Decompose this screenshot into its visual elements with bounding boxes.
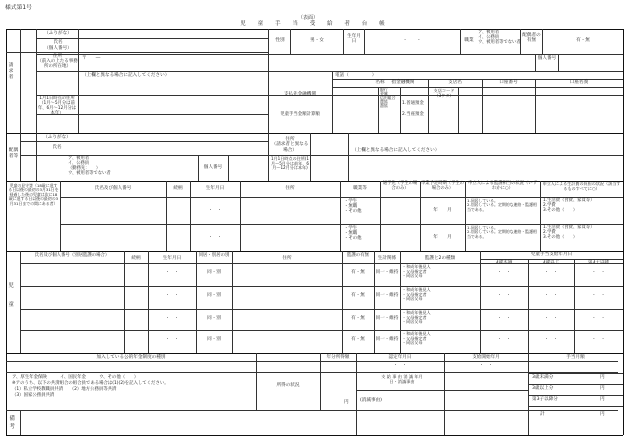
bank-col-institution: 指金融機関 [391, 80, 415, 85]
amount-under3-yen: 円 [600, 375, 605, 380]
claimant-section-label: 請求者 [7, 62, 13, 80]
postal-code[interactable]: 〒 ― [82, 56, 101, 61]
child-a-col-address: 住所 [285, 186, 295, 191]
child-b-type-option[interactable]: ・和成年後見人 [402, 287, 431, 292]
pay-start-header: 支給開始年月 [472, 355, 500, 360]
pay-institution-label: 支払先金融機関 [283, 92, 317, 97]
child-b-third-date[interactable]: ・ ・ [591, 270, 606, 275]
child-b-under3-date[interactable]: ・ ・ [497, 316, 511, 321]
child-a-col-care: 申立人による監護相当の状況（いずれかに○） [468, 181, 537, 191]
child-a2-cost-options[interactable]: 1.生活費（食費、家賃等） 2.学費 3.その他（ ） [543, 225, 595, 240]
child-b-living[interactable]: 同一・維持 [375, 316, 399, 321]
claimant-name-label: 氏名 [53, 40, 63, 45]
sex-value[interactable]: 男・女 [310, 38, 324, 43]
account-ordinary[interactable]: 1.普通預金 [402, 101, 424, 106]
spouse-kojin-label: 個人番号 [203, 165, 223, 170]
pay-types: 銀行 金庫 信用組合 農協 漁協 [380, 87, 396, 109]
pay-start-value[interactable]: ・ ・ [479, 363, 493, 368]
monthly-amount-header: 手当月額 [566, 355, 585, 360]
child-b-col-living: 生計関係 [377, 256, 397, 261]
child-b-col-relation: 続柄 [131, 256, 141, 261]
child-b-sub-over3: 3歳以上 [542, 260, 560, 265]
child-b-care[interactable]: 有・無 [351, 270, 365, 275]
benefit-calc-label: 児童手当金額計算額 [280, 112, 320, 117]
child-b-care[interactable]: 有・無 [351, 316, 365, 321]
child-a-col-relation: 続柄 [173, 186, 183, 191]
job-options[interactable] [478, 31, 522, 46]
page-title: 児 童 手 当 受 給 者 台 帳 [240, 21, 390, 27]
account-type-options[interactable] [402, 98, 424, 121]
child-b-col-name: 氏名及び個人番号（別居監護の場合） [34, 253, 110, 258]
bank-col-holder: 口座名義 [569, 80, 589, 85]
pension-header: 加入している公的年金制度の種別 [96, 355, 166, 360]
approval-date-value[interactable]: ・ ・ [393, 363, 407, 368]
child-b-over3-date[interactable]: ・ ・ [544, 316, 558, 321]
child-b-cohab[interactable]: 同・別 [207, 316, 221, 321]
child-a-col-school: 通学先（学生の場合のみ） [382, 181, 418, 191]
child-b-under3-date[interactable]: ・ ・ [497, 337, 511, 342]
child-b-cohab[interactable]: 同・別 [207, 270, 221, 275]
child-b-type-option[interactable]: ・和成年後見人 [402, 331, 431, 336]
child-b-type-option[interactable]: ・和成年後見人 [402, 310, 431, 315]
spouse-address-label: 住所 （請求者と異なる場合） [271, 137, 309, 153]
child-b-dob[interactable]: ・ ・ [165, 316, 179, 321]
claimant-furigana-label: （ふりがな） [44, 31, 72, 36]
job-option-employee[interactable]: ア、被用者 [478, 30, 500, 35]
sex-label: 性別 [275, 38, 285, 43]
job-label: 職業 [464, 38, 474, 43]
dob-label: 生年月日 [347, 34, 361, 45]
child-a2-grad[interactable]: 年 月 [433, 235, 452, 240]
child-b-living[interactable]: 同一・維持 [375, 337, 399, 342]
child-b-col-address: 住所 [282, 256, 292, 261]
child-b-third-date[interactable]: ・ ・ [591, 293, 606, 298]
child-b-living[interactable]: 同一・維持 [375, 293, 399, 298]
annual-income-yen: 円 [344, 400, 349, 405]
child-b-col-dob: 生年月日 [162, 256, 182, 261]
child-b-third-date[interactable]: ・ ・ [591, 337, 606, 342]
child-b-type-option[interactable]: ・同居父母 [402, 319, 423, 325]
bank-col-branch: 支店名 [448, 80, 462, 85]
child-b-living[interactable]: 同一・維持 [375, 270, 399, 275]
child-b-type-option[interactable]: ・父母指定者 [402, 268, 427, 274]
child-b-sub-third: 第3子以降 [587, 260, 610, 265]
child-b-type-option[interactable]: ・父母指定者 [402, 335, 427, 341]
extinction-label: 支 給 事 由 消 滅 年月日・消滅事由 [381, 374, 423, 384]
child-b-col-care: 監護の有無 [347, 253, 369, 258]
child-b-type-option[interactable]: ・父母指定者 [402, 291, 427, 297]
child-b-care[interactable]: 有・無 [351, 293, 365, 298]
extinction-reason-label: (消滅事由) [360, 398, 382, 403]
child-b-dob[interactable]: ・ ・ [165, 337, 179, 342]
child-b-type-options[interactable] [402, 265, 431, 279]
child-a2-care-options[interactable]: 1.同居している。 2.別居している。定期的な連絡・監護相当である。 [467, 225, 537, 239]
form-id: 様式第1号 [5, 5, 32, 11]
spouse-label: 配偶者の有無 [522, 33, 541, 44]
child-a2-dob[interactable]: ・ ・ [208, 235, 222, 240]
child-b-type-options[interactable] [402, 311, 431, 325]
child-b-sub-under3: 3歳未満 [495, 260, 513, 265]
dob-value[interactable]: ・ ・ [402, 38, 422, 43]
amount-third-yen: 円 [600, 397, 605, 402]
child-a-side-label: 児童の見守等（18歳に達する日以後の最初の3月31日を経過した後の児童は次に18歳に達する日以後の最初の3月31日までの間にある者） [8, 183, 59, 206]
child-b-type-option[interactable]: ・同居父母 [402, 296, 423, 302]
child-b-cohab[interactable]: 同・別 [207, 337, 221, 342]
child-a-col-grad: 卒業予定時期（学生の場合のみ） [421, 181, 464, 191]
bank-name-header: 名称 [375, 80, 385, 85]
child-a1-dob[interactable]: ・ ・ [208, 208, 222, 213]
kojin-field[interactable] [560, 56, 622, 69]
job-option-other[interactable]: ウ、被用者等でない者 [478, 39, 521, 45]
address-note: （上欄と異なる場合に記入してください） [82, 73, 170, 78]
child-a1-grad[interactable]: 年 月 [433, 208, 452, 213]
child-b-over3-date[interactable]: ・ ・ [544, 337, 558, 342]
amount-over3-label: 3歳以上分 [532, 386, 554, 391]
amount-under3-label: 3歳未満分 [532, 375, 554, 380]
spouse-name-field[interactable] [80, 143, 266, 154]
income-status-label: 所得の状況 [276, 383, 300, 388]
spouse-job-options[interactable]: ア、被用者 イ、公務員 （勤務先： ） ウ、被用者等でない者 [68, 156, 111, 176]
child-b-type-option[interactable]: ・同居父母 [402, 273, 423, 279]
copy-label: （表面） [298, 15, 319, 21]
child-b-type-options[interactable] [402, 288, 431, 302]
child-b-side-label: 児童 [7, 282, 14, 321]
amount-third-label: 第3子以降分 [532, 397, 558, 402]
spouse-section-label: 配偶者等 [8, 148, 19, 159]
child-b-care[interactable]: 有・無 [351, 337, 365, 342]
claimant-name-field[interactable] [80, 39, 266, 52]
child-b-cohab[interactable]: 同・別 [207, 293, 221, 298]
child-b-type-option[interactable]: ・父母指定者 [402, 314, 427, 320]
child-b-under3-date[interactable]: ・ ・ [497, 270, 511, 275]
amount-over3-yen: 円 [600, 386, 605, 391]
child-a-col-dob: 生年月日 [205, 186, 225, 191]
child-b-under3-date[interactable]: ・ ・ [497, 293, 511, 298]
job-option-public[interactable]: イ、公務員 [478, 34, 500, 40]
child-a-col-name: 氏名及び個人番号 [94, 186, 132, 191]
child-b-dob[interactable]: ・ ・ [165, 270, 179, 275]
remarks-field[interactable] [22, 412, 354, 434]
amount-total-label: 計 [540, 412, 545, 417]
child-b-over3-date[interactable]: ・ ・ [544, 293, 558, 298]
spouse-jan1-label: 1月1日時点の住所(1月～5月分は前年、6月～12月分は本年) [270, 156, 310, 171]
child-b-type-option[interactable]: ・和成年後見人 [402, 264, 431, 269]
child-b-col-cohab: 同居・別居の別 [198, 253, 230, 258]
branch-code-label: 支店コード（3ケタ） [433, 88, 455, 98]
child-b-dob[interactable]: ・ ・ [165, 293, 179, 298]
child-a-col-job: 職業等 [353, 186, 367, 191]
account-current[interactable]: 2.当座預金 [402, 112, 424, 118]
child-b-col-type: 監護と2の種類 [424, 256, 456, 261]
child-b-third-date[interactable]: ・ ・ [591, 316, 606, 321]
child-a2-job-options[interactable]: ・学生 ・無職 ・その他 [344, 226, 362, 242]
bank-col-account: 口座番号 [499, 80, 518, 85]
child-b-type-options[interactable] [402, 332, 431, 346]
spouse-name-label: 氏名 [52, 145, 62, 150]
annual-income-label: 年分所得額 [326, 355, 350, 360]
child-b-over3-date[interactable]: ・ ・ [544, 270, 558, 275]
address-label: 住所 （前入の上たる事務所の所在地） [37, 54, 78, 70]
jan1-address-label: 1月1日時点の住所（1月～5月分は前年、6月～12月分は本年） [37, 96, 77, 116]
pension-options[interactable]: ア、厚生年金保険 イ、国民年金 ウ、その他（ ） ※アのうち、以下の共済組合の組合員である場合は(1)(2)を記入してください。 （1）私立学校教職員共済 （2）地方公務員等共済 （3）国家公務員共済 [12, 375, 169, 398]
child-a1-care-options[interactable]: 1.同居している。 2.別居している。定期的な連絡・監護相当である。 [467, 198, 537, 212]
child-a-col-cost: 申立人による生計費の負担の状況（該当するものすべてに○） [542, 181, 621, 191]
approval-date-header: 認定年月日 [388, 355, 412, 360]
kojin-label: 個人番号 [537, 56, 557, 61]
child-a1-cost-options[interactable]: 1.生活費（食費、家賃等） 2.学費 3.その他（ ） [543, 198, 595, 213]
child-a1-job-options[interactable]: ・学生 ・無職 ・その他 [344, 199, 362, 215]
phone-field[interactable]: 電話（ ） [335, 73, 377, 78]
amount-total-yen: 円 [600, 412, 605, 417]
remarks-label: 備考 [8, 415, 15, 432]
spouse-value[interactable]: 有・無 [576, 38, 590, 43]
claimant-indiv-no-label: （個人番号） [44, 46, 72, 51]
spouse-furigana-label: （ふりがな） [43, 135, 71, 140]
child-b-type-option[interactable]: ・同居父母 [402, 340, 423, 346]
spouse-address-note: （上欄と異なる場合に記入してください） [352, 148, 440, 153]
child-b-col-paydate: 児童手当支給年月日 [530, 252, 573, 257]
